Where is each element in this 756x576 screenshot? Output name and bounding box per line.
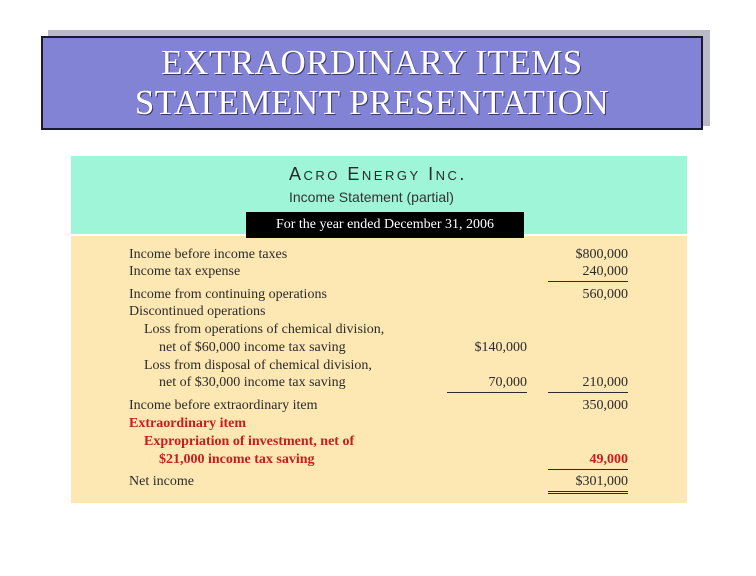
- row-label: $21,000 income tax saving: [159, 452, 315, 467]
- row-expropriation: [71, 433, 687, 451]
- row-label: Expropriation of investment, net of: [144, 434, 355, 449]
- row-label: Loss from disposal of chemical division,: [144, 358, 372, 373]
- row-label: Loss from operations of chemical division,: [144, 322, 385, 337]
- row-loss-operations-net: [71, 339, 687, 357]
- row-label: Income before extraordinary item: [129, 398, 318, 413]
- income-statement-panel: [71, 156, 687, 503]
- row-outer-amount: $301,000: [548, 473, 628, 494]
- row-inner-amount: $140,000: [474, 340, 527, 355]
- title-banner: [41, 36, 703, 130]
- row-label: Discontinued operations: [129, 304, 266, 319]
- row-loss-operations: [71, 321, 687, 339]
- row-income-before-taxes: [71, 246, 687, 264]
- row-label: Income tax expense: [129, 264, 241, 279]
- row-discontinued-ops: [71, 303, 687, 321]
- row-label: Income before income taxes: [129, 247, 288, 262]
- row-outer-amount: 560,000: [582, 287, 628, 302]
- row-label: Income from continuing operations: [129, 287, 327, 302]
- row-label: net of $60,000 income tax saving: [159, 340, 346, 355]
- row-extraordinary-item: [71, 415, 687, 433]
- row-outer-amount: 210,000: [548, 374, 628, 393]
- statement-subtitle: Income Statement (partial): [289, 189, 454, 205]
- row-outer-amount: 49,000: [548, 451, 628, 470]
- row-expropriation-net: [71, 451, 687, 469]
- company-name: Acro Energy Inc.: [289, 164, 467, 184]
- row-net-income: [71, 473, 687, 491]
- row-label: net of $30,000 income tax saving: [159, 375, 346, 390]
- title-line-2: STATEMENT PRESENTATION: [134, 83, 610, 122]
- statement-period: For the year ended December 31, 2006: [246, 212, 524, 238]
- row-outer-amount: $800,000: [575, 247, 628, 262]
- row-income-continuing-ops: [71, 286, 687, 304]
- row-outer-amount: 240,000: [548, 263, 628, 282]
- row-loss-disposal: [71, 357, 687, 375]
- row-income-before-extraordinary: [71, 397, 687, 415]
- row-income-tax-expense: [71, 263, 687, 281]
- row-label: Extraordinary item: [129, 416, 247, 431]
- row-label: Net income: [129, 474, 194, 489]
- title-line-1: EXTRAORDINARY ITEMS: [161, 43, 583, 82]
- row-loss-disposal-net: [71, 374, 687, 392]
- row-inner-amount: 70,000: [447, 374, 527, 393]
- row-outer-amount: 350,000: [582, 398, 628, 413]
